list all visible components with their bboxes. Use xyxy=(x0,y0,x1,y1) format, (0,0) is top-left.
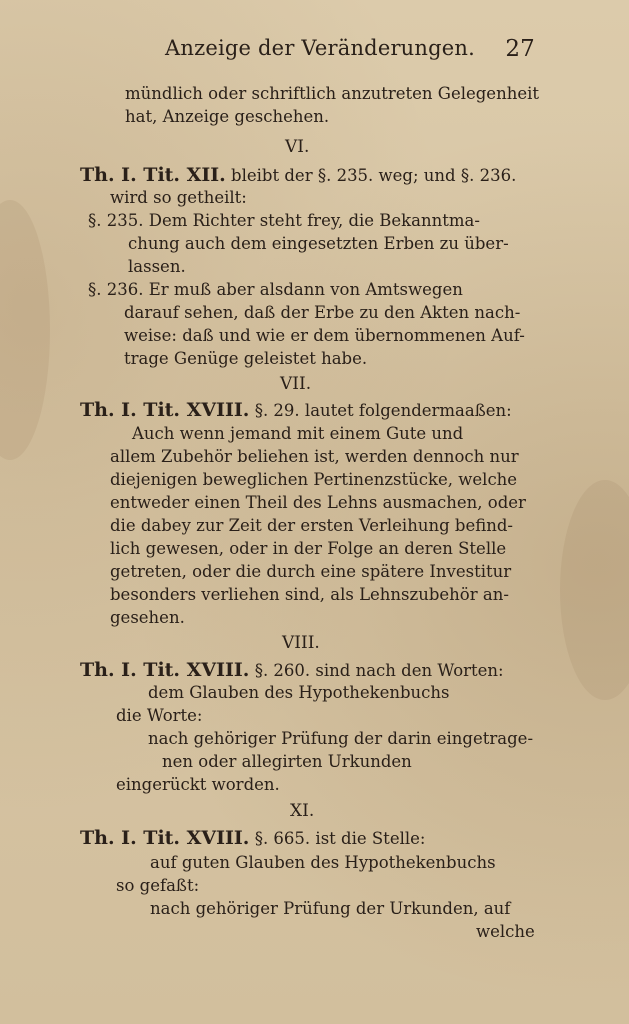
section-number: VI. xyxy=(285,137,310,157)
text-line: weise: daß und wie er dem übernommenen Auf- xyxy=(124,326,525,345)
text-line: besonders verliehen sind, als Lehnszubehör an- xyxy=(110,585,509,604)
section-number: VII. xyxy=(280,374,312,394)
text-line: §. 236. Er muß aber alsdann von Amtswegen xyxy=(88,280,463,299)
text-line xyxy=(80,165,516,186)
text-line xyxy=(80,660,504,681)
text-line: eingerückt worden. xyxy=(116,775,280,794)
text-line: allem Zubehör beliehen ist, werden dennoch nur xyxy=(110,447,519,466)
page-number: 27 xyxy=(505,36,535,62)
text-line: diejenigen beweglichen Pertinenzstücke, welche xyxy=(110,470,518,489)
catchword: welche xyxy=(476,922,535,941)
reference: Th. I. Tit. XII. xyxy=(80,164,226,186)
text-line: darauf sehen, daß der Erbe zu den Akten nach- xyxy=(124,303,521,322)
reference: Th. I. Tit. XVIII. xyxy=(80,399,250,421)
text-line: die dabey zur Zeit der ersten Verleihung befind- xyxy=(110,516,513,535)
text-line: nach gehöriger Prüfung der Urkunden, auf xyxy=(150,899,511,918)
text-line: entweder einen Theil des Lehns ausmachen, oder xyxy=(110,493,526,512)
text-line: auf guten Glauben des Hypothekenbuchs xyxy=(150,853,496,872)
text-line: mündlich oder schriftlich anzutreten Gelegenheit xyxy=(125,84,539,103)
text-line: getreten, oder die durch eine spätere Investitur xyxy=(110,562,512,581)
text-line: trage Genüge geleistet habe. xyxy=(124,349,368,368)
running-title: Anzeige der Veränderungen. xyxy=(165,36,476,60)
text-line xyxy=(80,828,425,849)
text-line: §. 235. Dem Richter steht frey, die Bekanntma- xyxy=(88,211,480,230)
reference: Th. I. Tit. XVIII. xyxy=(80,659,250,681)
paper-stain xyxy=(560,480,629,700)
text-line: Auch wenn jemand mit einem Gute und xyxy=(132,424,464,443)
text-line-rest: bleibt der §. 235. weg; und §. 236. xyxy=(231,166,517,185)
text-line: wird so getheilt: xyxy=(110,188,247,207)
text-line-rest: §. 260. sind nach den Worten: xyxy=(254,661,504,680)
text-line: die Worte: xyxy=(116,706,203,725)
paper-stain xyxy=(0,200,50,460)
section-number: XI. xyxy=(290,801,315,821)
text-line: hat, Anzeige geschehen. xyxy=(125,107,330,126)
text-line: nen oder allegirten Urkunden xyxy=(162,752,412,771)
section-number: VIII. xyxy=(282,633,320,653)
text-line-rest: §. 665. ist die Stelle: xyxy=(254,829,426,848)
text-line: gesehen. xyxy=(110,608,185,627)
text-line-rest: §. 29. lautet folgendermaaßen: xyxy=(254,401,512,420)
text-line: so gefaßt: xyxy=(116,876,200,895)
text-line: lich gewesen, oder in der Folge an deren Stelle xyxy=(110,539,507,558)
reference: Th. I. Tit. XVIII. xyxy=(80,827,250,849)
text-line xyxy=(80,400,512,421)
text-line: dem Glauben des Hypothekenbuchs xyxy=(148,683,450,702)
text-line: lassen. xyxy=(128,257,186,276)
text-line: chung auch dem eingesetzten Erben zu über- xyxy=(128,234,509,253)
text-line: nach gehöriger Prüfung der darin eingetrage- xyxy=(148,729,534,748)
